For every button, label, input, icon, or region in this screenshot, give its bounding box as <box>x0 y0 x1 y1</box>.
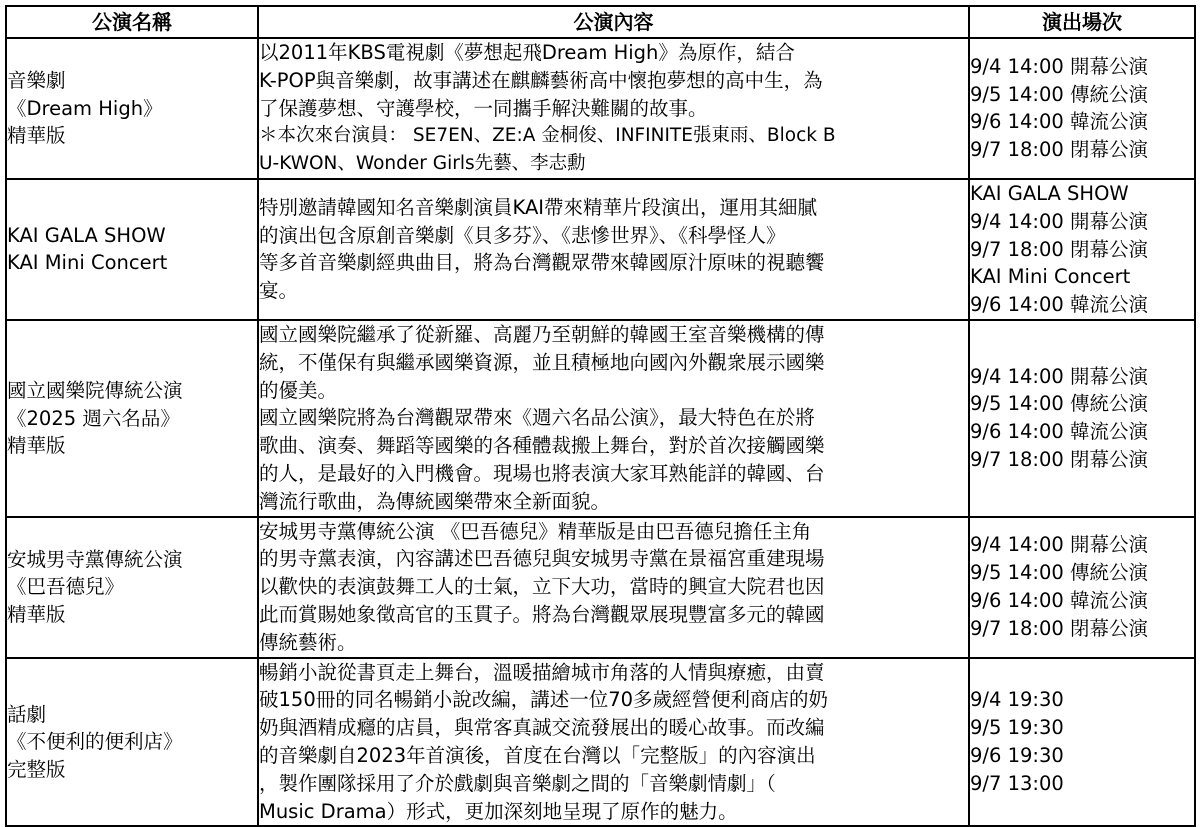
content-line: 國立國樂院繼承了從新羅、高麗乃至朝鮮的韓國王室音樂機構的傳 <box>259 322 825 346</box>
content-line: 等多首音樂劇經典曲目，將為台灣觀眾帶來韓國原汁原味的視聽饗 <box>259 251 825 275</box>
performance-name <box>6 658 258 827</box>
content-line: 歌曲、演奏、舞蹈等國樂的各種體裁搬上舞台，對於首次接觸國樂 <box>259 434 825 458</box>
performance-name <box>6 320 258 517</box>
header-row <box>6 6 1195 38</box>
content-line: 國立國樂院將為台灣觀眾帶來《週六名品公演》，最大特色在於將 <box>259 406 815 430</box>
performance-shows <box>969 517 1195 658</box>
performance-name <box>6 38 258 179</box>
show-time: 9/7 13:00 <box>970 771 1064 795</box>
content-line: 破150冊的同名暢銷小說改編，講述一位70多歲經營便利商店的奶 <box>259 688 829 712</box>
name-line: 精華版 <box>7 434 66 457</box>
performance-shows <box>969 658 1195 827</box>
table-row-dream-high <box>6 38 1195 179</box>
content-line: 統，不僅保有與繼承國樂資源，並且積極地向國內外觀衆展示國樂 <box>259 350 825 374</box>
header-name: 公演名稱 <box>6 6 258 38</box>
name-line: 《巴吾德兒》 <box>7 575 125 599</box>
table-row-inconvenient-store <box>6 658 1195 827</box>
show-time: 9/7 18:00 閉幕公演 <box>970 448 1148 472</box>
performance-name <box>6 517 258 658</box>
content-line: 了保護夢想、守護學校，一同攜手解決難關的故事。 <box>259 96 708 120</box>
show-time: 9/6 14:00 韓流公演 <box>970 293 1148 317</box>
show-time: 9/4 14:00 開幕公演 <box>970 54 1148 78</box>
content-line: 以2011年KBS電視劇《夢想起飛Dream High》為原作，結合 <box>259 41 795 64</box>
show-time: 9/5 19:30 <box>970 716 1064 740</box>
performance-content <box>258 179 969 320</box>
content-line: 奶與酒精成癮的店員，與常客真誠交流發展出的暖心故事。而改編 <box>259 716 825 740</box>
name-line: 《不便利的便利店》 <box>7 730 183 754</box>
performance-name <box>6 179 258 320</box>
show-time: 9/4 19:30 <box>970 688 1064 712</box>
content-line: 的男寺黨表演，內容講述巴吾德兒與安城男寺黨在景福宮重建現場 <box>259 547 825 571</box>
name-line: KAI Mini Concert <box>7 251 168 275</box>
content-line: Music Drama）形式，更加深刻地呈現了原作的魅力。 <box>259 799 738 823</box>
content-line: 暢銷小說從書頁走上舞台，溫暖描繪城市角落的人情與療癒，由賣 <box>259 660 825 684</box>
name-line: KAI GALA SHOW <box>7 223 166 247</box>
name-line: 精華版 <box>7 124 66 148</box>
show-time: 9/7 18:00 閉幕公演 <box>970 616 1148 640</box>
cast-note-line: U-KWON、Wonder Girls先藝、李志勳 <box>259 153 586 175</box>
content-line: 的音樂劇自2023年首演後，首度在台灣以「完整版」的內容演出 <box>259 743 816 767</box>
show-time: 9/6 14:00 韓流公演 <box>970 420 1148 444</box>
show-time: 9/6 14:00 韓流公演 <box>970 110 1148 134</box>
content-line: 宴。 <box>259 279 299 303</box>
table-row-anseong-namsadang <box>6 517 1195 658</box>
performance-schedule-table <box>5 5 1196 827</box>
name-line: 國立國樂院傳統公演 <box>7 379 183 402</box>
performance-content <box>258 517 969 658</box>
header-content: 公演內容 <box>258 6 969 38</box>
table-row-kai-gala <box>6 179 1195 320</box>
content-line: 的演出包含原創音樂劇《貝多芬》、《悲慘世界》、《科學怪人》 <box>259 223 786 247</box>
name-line: 精華版 <box>7 602 66 626</box>
name-line: 安城男寺黨傳統公演 <box>7 547 183 571</box>
header-shows: 演出場次 <box>969 6 1195 38</box>
performance-shows <box>969 179 1195 320</box>
content-line: K-POP與音樂劇，故事講述在麒麟藝術高中懷抱夢想的高中生，為 <box>259 68 823 92</box>
show-group-title: KAI GALA SHOW <box>970 181 1129 205</box>
content-line: 以歡快的表演鼓舞工人的士氣，立下大功，當時的興宣大院君也因 <box>259 575 825 599</box>
show-time: 9/5 14:00 傳統公演 <box>970 82 1148 106</box>
show-time: 9/5 14:00 傳統公演 <box>970 561 1148 585</box>
name-line: 話劇 <box>7 702 47 726</box>
name-line: 音樂劇 <box>7 69 66 93</box>
cast-note-line: ＊本次來台演員： SE7EN、ZE:A 金桐俊、INFINITE張東雨、Block B <box>259 125 836 147</box>
content-line: 灣流行歌曲，為傳統國樂帶來全新面貌。 <box>259 489 611 513</box>
show-time: 9/7 18:00 閉幕公演 <box>970 237 1148 261</box>
show-time: 9/5 14:00 傳統公演 <box>970 392 1148 416</box>
content-line: 傳統藝術。 <box>259 630 357 654</box>
name-line: 《2025 週六名品》 <box>7 406 180 430</box>
show-group-title: KAI Mini Concert <box>970 265 1131 289</box>
performance-shows <box>969 38 1195 179</box>
performance-content <box>258 38 969 179</box>
show-time: 9/4 14:00 開幕公演 <box>970 533 1148 557</box>
table-row-national-gugak <box>6 320 1195 517</box>
show-time: 9/6 19:30 <box>970 743 1064 767</box>
name-line: 完整版 <box>7 757 66 781</box>
performance-content <box>258 320 969 517</box>
name-line: 《Dream High》 <box>7 96 163 120</box>
content-line: ，製作團隊採用了介於戲劇與音樂劇之間的「音樂劇情劇」（ <box>259 771 776 795</box>
performance-content <box>258 658 969 827</box>
content-line: 特別邀請韓國知名音樂劇演員KAI帶來精華片段演出，運用其細膩 <box>259 195 818 219</box>
content-line: 的人，是最好的入門機會。現場也將表演大家耳熟能詳的韓國、台 <box>259 461 825 485</box>
content-line: 的優美。 <box>259 378 338 402</box>
performance-shows <box>969 320 1195 517</box>
show-time: 9/4 14:00 開幕公演 <box>970 209 1148 233</box>
content-line: 安城男寺黨傳統公演 《巴吾德兒》精華版是由巴吾德兒擔任主角 <box>259 519 812 543</box>
content-line: 此而賞賜她象徵高官的玉貫子。將為台灣觀眾展現豐富多元的韓國 <box>259 602 825 626</box>
show-time: 9/7 18:00 閉幕公演 <box>970 138 1148 162</box>
show-time: 9/6 14:00 韓流公演 <box>970 589 1148 613</box>
show-time: 9/4 14:00 開幕公演 <box>970 364 1148 388</box>
